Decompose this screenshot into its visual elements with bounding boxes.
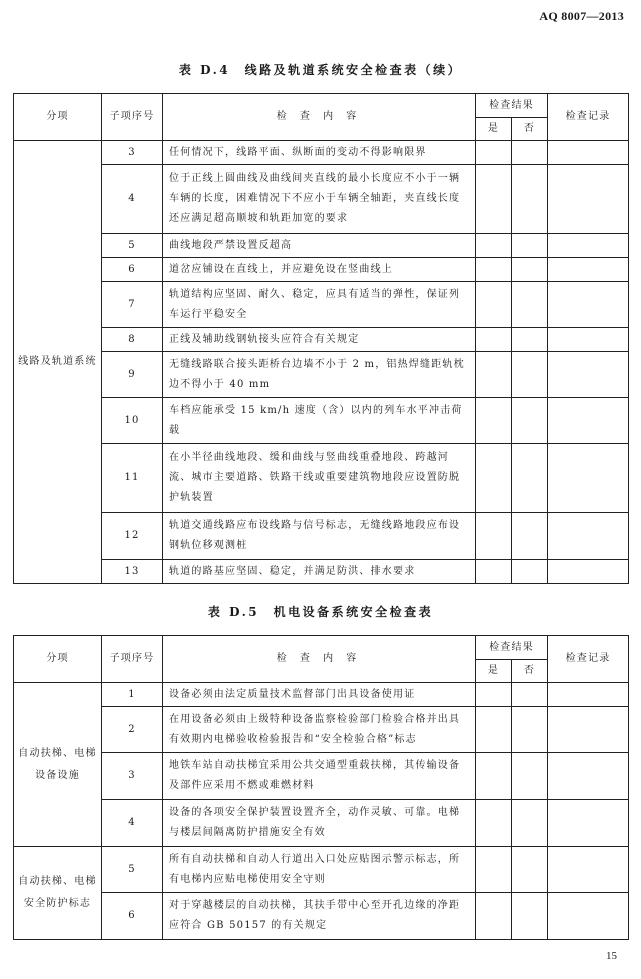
row-content: 设备必须由法定质量技术监督部门出具设备使用证 (163, 683, 476, 707)
no-cell[interactable] (512, 847, 548, 893)
row-no: 4 (102, 800, 163, 847)
record-cell[interactable] (548, 513, 629, 560)
header-yes: 是 (476, 660, 512, 683)
row-content: 车档应能承受 15 km/h 速度（含）以内的列车水平冲击荷载 (163, 398, 476, 444)
row-no: 4 (102, 165, 163, 234)
row-content: 轨道的路基应坚固、稳定，并满足防洪、排水要求 (163, 560, 476, 584)
no-cell[interactable] (512, 141, 548, 165)
table-row (14, 753, 629, 800)
yes-cell[interactable] (476, 560, 512, 584)
table-row (14, 800, 629, 847)
record-cell[interactable] (548, 398, 629, 444)
yes-cell[interactable] (476, 165, 512, 234)
record-cell[interactable] (548, 800, 629, 847)
table-row (14, 352, 629, 398)
yes-cell[interactable] (476, 398, 512, 444)
header-no: 否 (512, 118, 548, 141)
header-sub-no: 子项序号 (102, 636, 163, 683)
row-no: 1 (102, 683, 163, 707)
no-cell[interactable] (512, 893, 548, 940)
record-cell[interactable] (548, 560, 629, 584)
no-cell[interactable] (512, 328, 548, 352)
table-d5-title: 表 D.5 机电设备系统安全检查表 (207, 605, 434, 619)
no-cell[interactable] (512, 352, 548, 398)
header-record: 检查记录 (548, 94, 629, 141)
record-cell[interactable] (548, 234, 629, 258)
row-content: 位于正线上圆曲线及曲线间夹直线的最小长度应不小于一辆车辆的长度，困难情况下不应小于车辆全轴距，夹直线长度还应满足超高顺坡和轨距加宽的要求 (163, 165, 476, 234)
record-cell[interactable] (548, 328, 629, 352)
table-row (14, 513, 629, 560)
page-number: 15 (606, 950, 617, 962)
header-record: 检查记录 (548, 636, 629, 683)
header-no: 否 (512, 660, 548, 683)
row-content: 地铁车站自动扶梯宜采用公共交通型重载扶梯，其传输设备及部件应采用不燃或难燃材料 (163, 753, 476, 800)
no-cell[interactable] (512, 513, 548, 560)
no-cell[interactable] (512, 258, 548, 282)
row-content: 无缝线路联合接头距桥台边墙不小于 2 m，铝热焊缝距轨枕边不得小于 40 mm (163, 352, 476, 398)
row-content: 轨道结构应坚固、耐久、稳定，应具有适当的弹性，保证列车运行平稳安全 (163, 282, 476, 328)
row-no: 12 (102, 513, 163, 560)
yes-cell[interactable] (476, 707, 512, 753)
category-cell (14, 683, 102, 847)
yes-cell[interactable] (476, 683, 512, 707)
row-no: 8 (102, 328, 163, 352)
record-cell[interactable] (548, 753, 629, 800)
no-cell[interactable] (512, 560, 548, 584)
record-cell[interactable] (548, 165, 629, 234)
yes-cell[interactable] (476, 352, 512, 398)
record-cell[interactable] (548, 707, 629, 753)
table-d4-title: 表 D.4 线路及轨道系统安全检查表（续） (178, 63, 463, 77)
table-row (14, 398, 629, 444)
record-cell[interactable] (548, 141, 629, 165)
category-cell (14, 847, 102, 940)
no-cell[interactable] (512, 444, 548, 513)
row-no: 5 (102, 234, 163, 258)
category-line: 自动扶梯、电梯 (18, 747, 97, 759)
header-sub-no: 子项序号 (102, 94, 163, 141)
row-content: 正线及辅助线钢轨接头应符合有关规定 (163, 328, 476, 352)
row-content: 道岔应铺设在直线上，并应避免设在竖曲线上 (163, 258, 476, 282)
category-line: 设备设施 (35, 769, 80, 781)
row-content: 在用设备必须由上级特种设备监察检验部门检验合格并出具有效期内电梯验收检验报告和“安全检验合格”标志 (163, 707, 476, 753)
row-no: 7 (102, 282, 163, 328)
yes-cell[interactable] (476, 847, 512, 893)
yes-cell[interactable] (476, 141, 512, 165)
header-category: 分项 (14, 636, 102, 683)
table-row (14, 707, 629, 753)
record-cell[interactable] (548, 683, 629, 707)
row-content: 曲线地段严禁设置反超高 (163, 234, 476, 258)
table-row (14, 234, 629, 258)
category-line: 自动扶梯、电梯 (18, 876, 97, 887)
row-no: 3 (102, 141, 163, 165)
table-d4 (13, 93, 629, 584)
standard-code: AQ 8007—2013 (539, 9, 624, 23)
no-cell[interactable] (512, 753, 548, 800)
record-cell[interactable] (548, 893, 629, 940)
row-no: 3 (102, 753, 163, 800)
header-result: 检查结果 (476, 636, 548, 660)
yes-cell[interactable] (476, 444, 512, 513)
row-content: 设备的各项安全保护装置设置齐全，动作灵敏、可靠。电梯与楼层间隔离防护措施安全有效 (163, 800, 476, 847)
no-cell[interactable] (512, 282, 548, 328)
yes-cell[interactable] (476, 753, 512, 800)
row-content: 轨道交通线路应布设线路与信号标志，无缝线路地段应布设钢轨位移观测桩 (163, 513, 476, 560)
yes-cell[interactable] (476, 513, 512, 560)
record-cell[interactable] (548, 444, 629, 513)
table-row (14, 683, 629, 707)
table-row (14, 258, 629, 282)
row-no: 6 (102, 258, 163, 282)
header-result: 检查结果 (476, 94, 548, 118)
no-cell[interactable] (512, 234, 548, 258)
table-row (14, 328, 629, 352)
table-row (14, 893, 629, 940)
table-row (14, 847, 629, 893)
record-cell[interactable] (548, 282, 629, 328)
yes-cell[interactable] (476, 800, 512, 847)
row-content: 任何情况下，线路平面、纵断面的变动不得影响限界 (163, 141, 476, 165)
table-d5 (13, 635, 629, 940)
row-content: 对于穿越楼层的自动扶梯，其扶手带中心至开孔边缘的净距应符合 GB 50157 的有关规定 (163, 893, 476, 940)
row-no: 5 (102, 847, 163, 893)
row-content: 所有自动扶梯和自动人行道出入口处应贴图示警示标志，所有电梯内应贴电梯使用安全守则 (163, 847, 476, 893)
table-row (14, 444, 629, 513)
row-no: 6 (102, 893, 163, 940)
row-no: 2 (102, 707, 163, 753)
record-cell[interactable] (548, 258, 629, 282)
category-line: 安全防护标志 (23, 898, 92, 909)
table-row (14, 141, 629, 165)
record-cell[interactable] (548, 847, 629, 893)
yes-cell[interactable] (476, 258, 512, 282)
yes-cell[interactable] (476, 328, 512, 352)
yes-cell[interactable] (476, 234, 512, 258)
no-cell[interactable] (512, 398, 548, 444)
no-cell[interactable] (512, 707, 548, 753)
no-cell[interactable] (512, 683, 548, 707)
no-cell[interactable] (512, 165, 548, 234)
row-no: 10 (102, 398, 163, 444)
header-yes: 是 (476, 118, 512, 141)
yes-cell[interactable] (476, 893, 512, 940)
header-category: 分项 (14, 94, 102, 141)
row-no: 11 (102, 444, 163, 513)
yes-cell[interactable] (476, 282, 512, 328)
row-content: 在小半径曲线地段、缓和曲线与竖曲线重叠地段、跨越河流、城市主要道路、铁路干线或重要建筑物地段应设置防脱护轨装置 (163, 444, 476, 513)
table-row (14, 165, 629, 234)
category-cell: 线路及轨道系统 (14, 141, 102, 584)
table-row (14, 560, 629, 584)
header-content: 检 查 内 容 (163, 636, 476, 683)
row-no: 13 (102, 560, 163, 584)
row-no: 9 (102, 352, 163, 398)
no-cell[interactable] (512, 800, 548, 847)
record-cell[interactable] (548, 352, 629, 398)
table-row (14, 282, 629, 328)
header-content: 检 查 内 容 (163, 94, 476, 141)
